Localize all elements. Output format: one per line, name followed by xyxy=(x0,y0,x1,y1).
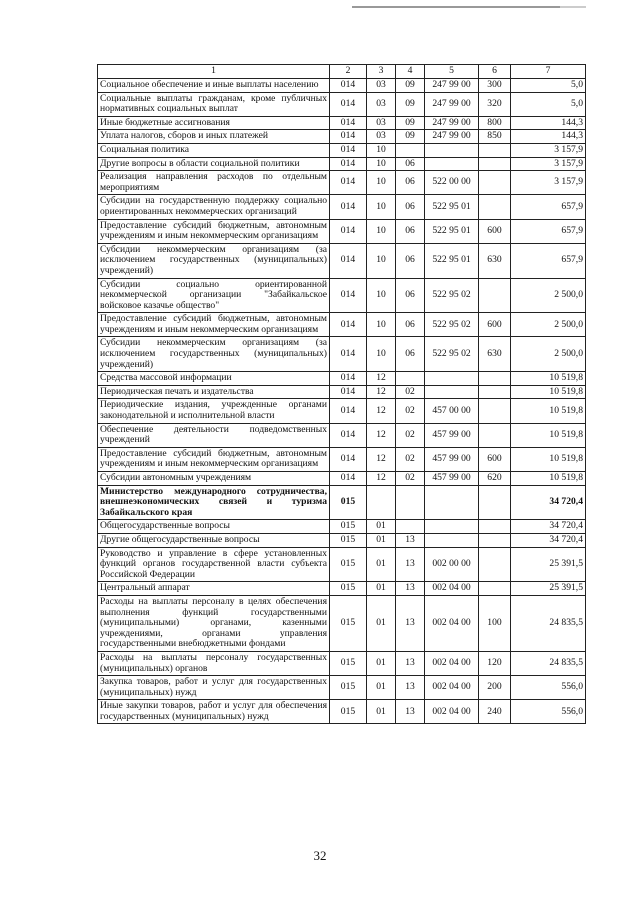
scan-top-line xyxy=(352,6,562,8)
row-name: Периодические издания, учрежденные органами законодательной и исполнительной власти xyxy=(98,399,330,423)
row-section-code: 01 xyxy=(367,582,396,596)
row-target-article: 522 00 00 xyxy=(425,171,479,195)
row-grbs-code: 015 xyxy=(330,520,367,534)
row-subsection-code: 13 xyxy=(396,700,425,724)
row-grbs-code: 015 xyxy=(330,651,367,675)
row-name: Иные закупки товаров, работ и услуг для обеспечения государственных (муниципальных) нужд xyxy=(98,700,330,724)
row-section-code: 01 xyxy=(367,700,396,724)
row-section-code: 12 xyxy=(367,447,396,471)
row-grbs-code: 014 xyxy=(330,171,367,195)
row-subsection-code: 09 xyxy=(396,79,425,93)
row-target-article xyxy=(425,485,479,520)
row-name: Центральный аппарат xyxy=(98,582,330,596)
row-grbs-code: 014 xyxy=(330,143,367,157)
table-row xyxy=(98,278,586,313)
row-grbs-code: 014 xyxy=(330,219,367,243)
row-subsection-code: 02 xyxy=(396,423,425,447)
row-name: Предоставление субсидий бюджетным, автономным учреждениям и иным некоммерческим организациям xyxy=(98,313,330,337)
row-subsection-code: 09 xyxy=(396,130,425,144)
row-grbs-code: 014 xyxy=(330,372,367,386)
row-grbs-code: 014 xyxy=(330,385,367,399)
table-row xyxy=(98,143,586,157)
row-grbs-code: 015 xyxy=(330,547,367,582)
row-target-article: 457 99 00 xyxy=(425,423,479,447)
row-subsection-code: 13 xyxy=(396,595,425,651)
row-name: Закупка товаров, работ и услуг для государственных (муниципальных) нужд xyxy=(98,676,330,700)
table-row xyxy=(98,582,586,596)
row-amount: 2 500,0 xyxy=(511,278,586,313)
row-name: Субсидии некоммерческим организациям (за исключением государственных (муниципальных) учреждений) xyxy=(98,243,330,278)
row-expense-type xyxy=(479,485,511,520)
row-subsection-code: 13 xyxy=(396,651,425,675)
header-col-3: 3 xyxy=(367,65,396,79)
row-expense-type: 600 xyxy=(479,447,511,471)
row-target-article: 522 95 02 xyxy=(425,313,479,337)
row-section-code: 10 xyxy=(367,195,396,219)
row-grbs-code: 014 xyxy=(330,447,367,471)
row-section-code: 01 xyxy=(367,533,396,547)
row-subsection-code: 02 xyxy=(396,447,425,471)
row-subsection-code: 06 xyxy=(396,337,425,372)
row-grbs-code: 014 xyxy=(330,130,367,144)
row-name: Предоставление субсидий бюджетным, автономным учреждениям и иным некоммерческим организациям xyxy=(98,447,330,471)
row-grbs-code: 014 xyxy=(330,157,367,171)
row-section-code: 01 xyxy=(367,547,396,582)
row-subsection-code: 13 xyxy=(396,547,425,582)
row-name: Расходы на выплаты персоналу государственных (муниципальных) органов xyxy=(98,651,330,675)
row-amount: 34 720,4 xyxy=(511,533,586,547)
row-expense-type: 600 xyxy=(479,219,511,243)
table-row xyxy=(98,399,586,423)
row-amount: 10 519,8 xyxy=(511,447,586,471)
row-target-article xyxy=(425,372,479,386)
row-subsection-code xyxy=(396,520,425,534)
row-target-article xyxy=(425,385,479,399)
row-expense-type xyxy=(479,195,511,219)
header-col-6: 6 xyxy=(479,65,511,79)
row-amount: 10 519,8 xyxy=(511,423,586,447)
row-grbs-code: 014 xyxy=(330,243,367,278)
table-row xyxy=(98,195,586,219)
row-expense-type: 200 xyxy=(479,676,511,700)
table-row xyxy=(98,533,586,547)
row-section-code: 03 xyxy=(367,130,396,144)
row-name: Расходы на выплаты персоналу в целях обеспечения выполнения функций государственными (муниципальными) органами, казенными учреждениями, органами управления государственными внебюджетными фондами xyxy=(98,595,330,651)
table-row xyxy=(98,651,586,675)
table-row xyxy=(98,520,586,534)
table-row xyxy=(98,130,586,144)
row-name: Реализация направления расходов по отдельным мероприятиям xyxy=(98,171,330,195)
table-header-row xyxy=(98,65,586,79)
row-section-code: 10 xyxy=(367,157,396,171)
row-amount: 3 157,9 xyxy=(511,171,586,195)
row-name: Социальное обеспечение и иные выплаты населению xyxy=(98,79,330,93)
row-target-article: 457 99 00 xyxy=(425,447,479,471)
row-expense-type xyxy=(479,372,511,386)
row-target-article xyxy=(425,520,479,534)
row-amount: 25 391,5 xyxy=(511,582,586,596)
row-amount: 556,0 xyxy=(511,700,586,724)
row-target-article xyxy=(425,533,479,547)
table-row xyxy=(98,313,586,337)
row-name: Периодическая печать и издательства xyxy=(98,385,330,399)
table-row xyxy=(98,472,586,486)
row-grbs-code: 014 xyxy=(330,337,367,372)
row-grbs-code: 014 xyxy=(330,278,367,313)
row-section-code xyxy=(367,485,396,520)
header-col-1: 1 xyxy=(98,65,330,79)
row-name: Руководство и управление в сфере установленных функций органов государственной власти субъекта Российской Федерации xyxy=(98,547,330,582)
row-grbs-code: 014 xyxy=(330,472,367,486)
row-target-article: 247 99 00 xyxy=(425,79,479,93)
row-section-code: 10 xyxy=(367,278,396,313)
row-subsection-code: 06 xyxy=(396,195,425,219)
row-grbs-code: 015 xyxy=(330,533,367,547)
row-target-article: 247 99 00 xyxy=(425,92,479,116)
row-amount: 10 519,8 xyxy=(511,472,586,486)
row-expense-type: 600 xyxy=(479,313,511,337)
row-amount: 657,9 xyxy=(511,219,586,243)
table-row xyxy=(98,116,586,130)
row-section-code: 10 xyxy=(367,313,396,337)
header-col-7: 7 xyxy=(511,65,586,79)
table-row xyxy=(98,547,586,582)
row-amount: 556,0 xyxy=(511,676,586,700)
row-amount: 10 519,8 xyxy=(511,399,586,423)
row-grbs-code: 015 xyxy=(330,485,367,520)
table-row xyxy=(98,372,586,386)
row-expense-type xyxy=(479,399,511,423)
row-amount: 25 391,5 xyxy=(511,547,586,582)
row-target-article: 522 95 02 xyxy=(425,278,479,313)
row-name: Другие вопросы в области социальной политики xyxy=(98,157,330,171)
row-section-code: 12 xyxy=(367,372,396,386)
row-amount: 144,3 xyxy=(511,130,586,144)
row-name: Иные бюджетные ассигнования xyxy=(98,116,330,130)
row-name: Субсидии автономным учреждениям xyxy=(98,472,330,486)
table-row xyxy=(98,676,586,700)
row-subsection-code: 09 xyxy=(396,92,425,116)
scan-top-line-faint xyxy=(560,6,586,8)
row-section-code: 01 xyxy=(367,520,396,534)
row-subsection-code xyxy=(396,372,425,386)
row-amount: 144,3 xyxy=(511,116,586,130)
row-section-code: 12 xyxy=(367,472,396,486)
row-target-article xyxy=(425,157,479,171)
row-amount: 2 500,0 xyxy=(511,313,586,337)
row-expense-type: 240 xyxy=(479,700,511,724)
row-expense-type xyxy=(479,143,511,157)
row-subsection-code xyxy=(396,143,425,157)
row-subsection-code: 13 xyxy=(396,533,425,547)
row-name: Обеспечение деятельности подведомственных учреждений xyxy=(98,423,330,447)
row-amount: 34 720,4 xyxy=(511,520,586,534)
row-section-code: 03 xyxy=(367,92,396,116)
row-expense-type: 630 xyxy=(479,337,511,372)
row-target-article: 247 99 00 xyxy=(425,116,479,130)
row-amount: 10 519,8 xyxy=(511,385,586,399)
row-name: Другие общегосударственные вопросы xyxy=(98,533,330,547)
row-amount: 24 835,5 xyxy=(511,595,586,651)
row-subsection-code: 13 xyxy=(396,676,425,700)
row-amount: 34 720,4 xyxy=(511,485,586,520)
row-grbs-code: 015 xyxy=(330,595,367,651)
header-col-2: 2 xyxy=(330,65,367,79)
row-grbs-code: 014 xyxy=(330,116,367,130)
row-subsection-code: 06 xyxy=(396,243,425,278)
row-target-article: 002 04 00 xyxy=(425,582,479,596)
row-amount: 3 157,9 xyxy=(511,143,586,157)
row-target-article: 002 04 00 xyxy=(425,651,479,675)
row-expense-type xyxy=(479,157,511,171)
row-section-code: 01 xyxy=(367,651,396,675)
page-number: 32 xyxy=(313,848,327,863)
row-subsection-code: 06 xyxy=(396,313,425,337)
row-target-article: 457 99 00 xyxy=(425,472,479,486)
row-name: Социальная политика xyxy=(98,143,330,157)
row-target-article: 002 04 00 xyxy=(425,676,479,700)
row-target-article: 002 00 00 xyxy=(425,547,479,582)
row-grbs-code: 014 xyxy=(330,423,367,447)
row-name: Субсидии социально ориентированной некоммерческой организации "Забайкальское войсковое казачье общество" xyxy=(98,278,330,313)
row-amount: 2 500,0 xyxy=(511,337,586,372)
row-amount: 657,9 xyxy=(511,243,586,278)
row-amount: 5,0 xyxy=(511,92,586,116)
row-target-article: 457 00 00 xyxy=(425,399,479,423)
row-amount: 24 835,5 xyxy=(511,651,586,675)
row-grbs-code: 014 xyxy=(330,92,367,116)
row-subsection-code xyxy=(396,485,425,520)
row-subsection-code: 02 xyxy=(396,385,425,399)
row-target-article: 522 95 01 xyxy=(425,195,479,219)
row-subsection-code: 02 xyxy=(396,399,425,423)
row-grbs-code: 015 xyxy=(330,676,367,700)
row-expense-type xyxy=(479,423,511,447)
row-section-code: 12 xyxy=(367,423,396,447)
header-col-5: 5 xyxy=(425,65,479,79)
row-section-code: 12 xyxy=(367,399,396,423)
row-expense-type xyxy=(479,520,511,534)
row-name: Субсидии некоммерческим организациям (за исключением государственных (муниципальных) учреждений) xyxy=(98,337,330,372)
row-expense-type xyxy=(479,533,511,547)
row-name: Уплата налогов, сборов и иных платежей xyxy=(98,130,330,144)
row-name: Социальные выплаты гражданам, кроме публичных нормативных социальных выплат xyxy=(98,92,330,116)
table-row xyxy=(98,447,586,471)
row-subsection-code: 06 xyxy=(396,278,425,313)
row-expense-type: 320 xyxy=(479,92,511,116)
row-name: Субсидии на государственную поддержку социально ориентированных некоммерческих организаций xyxy=(98,195,330,219)
row-grbs-code: 014 xyxy=(330,313,367,337)
row-expense-type xyxy=(479,278,511,313)
row-section-code: 10 xyxy=(367,337,396,372)
row-grbs-code: 014 xyxy=(330,195,367,219)
row-expense-type: 300 xyxy=(479,79,511,93)
row-expense-type: 630 xyxy=(479,243,511,278)
row-subsection-code: 02 xyxy=(396,472,425,486)
row-target-article: 522 95 01 xyxy=(425,219,479,243)
row-amount: 657,9 xyxy=(511,195,586,219)
table-row xyxy=(98,157,586,171)
table-row xyxy=(98,423,586,447)
row-amount: 3 157,9 xyxy=(511,157,586,171)
row-target-article: 522 95 02 xyxy=(425,337,479,372)
table-row xyxy=(98,243,586,278)
table-row xyxy=(98,385,586,399)
row-target-article: 247 99 00 xyxy=(425,130,479,144)
table-row xyxy=(98,700,586,724)
table-row xyxy=(98,171,586,195)
row-section-code: 10 xyxy=(367,143,396,157)
row-section-code: 10 xyxy=(367,171,396,195)
row-target-article: 002 04 00 xyxy=(425,595,479,651)
row-expense-type xyxy=(479,171,511,195)
row-target-article: 002 04 00 xyxy=(425,700,479,724)
row-section-code: 12 xyxy=(367,385,396,399)
row-grbs-code: 015 xyxy=(330,582,367,596)
row-subsection-code: 13 xyxy=(396,582,425,596)
table-row xyxy=(98,485,586,520)
row-expense-type xyxy=(479,385,511,399)
row-amount: 10 519,8 xyxy=(511,372,586,386)
row-name: Предоставление субсидий бюджетным, автономным учреждениям и иным некоммерческим организациям xyxy=(98,219,330,243)
row-subsection-code: 06 xyxy=(396,219,425,243)
row-subsection-code: 06 xyxy=(396,157,425,171)
row-subsection-code: 09 xyxy=(396,116,425,130)
budget-table xyxy=(97,64,586,724)
row-section-code: 10 xyxy=(367,243,396,278)
row-expense-type xyxy=(479,582,511,596)
row-section-code: 01 xyxy=(367,676,396,700)
row-expense-type xyxy=(479,547,511,582)
row-grbs-code: 014 xyxy=(330,79,367,93)
table-row xyxy=(98,337,586,372)
table-row xyxy=(98,219,586,243)
row-section-code: 03 xyxy=(367,116,396,130)
row-target-article xyxy=(425,143,479,157)
row-name: Общегосударственные вопросы xyxy=(98,520,330,534)
row-section-code: 03 xyxy=(367,79,396,93)
row-section-code: 10 xyxy=(367,219,396,243)
row-section-code: 01 xyxy=(367,595,396,651)
row-name: Министерство международного сотрудничества, внешнеэкономических связей и туризма Забайкальского края xyxy=(98,485,330,520)
table-row xyxy=(98,79,586,93)
row-expense-type: 620 xyxy=(479,472,511,486)
row-subsection-code: 06 xyxy=(396,171,425,195)
row-expense-type: 120 xyxy=(479,651,511,675)
row-grbs-code: 015 xyxy=(330,700,367,724)
row-grbs-code: 014 xyxy=(330,399,367,423)
row-amount: 5,0 xyxy=(511,79,586,93)
row-target-article: 522 95 01 xyxy=(425,243,479,278)
table-row xyxy=(98,595,586,651)
row-expense-type: 100 xyxy=(479,595,511,651)
row-name: Средства массовой информации xyxy=(98,372,330,386)
table-row xyxy=(98,92,586,116)
header-col-4: 4 xyxy=(396,65,425,79)
row-expense-type: 850 xyxy=(479,130,511,144)
row-expense-type: 800 xyxy=(479,116,511,130)
